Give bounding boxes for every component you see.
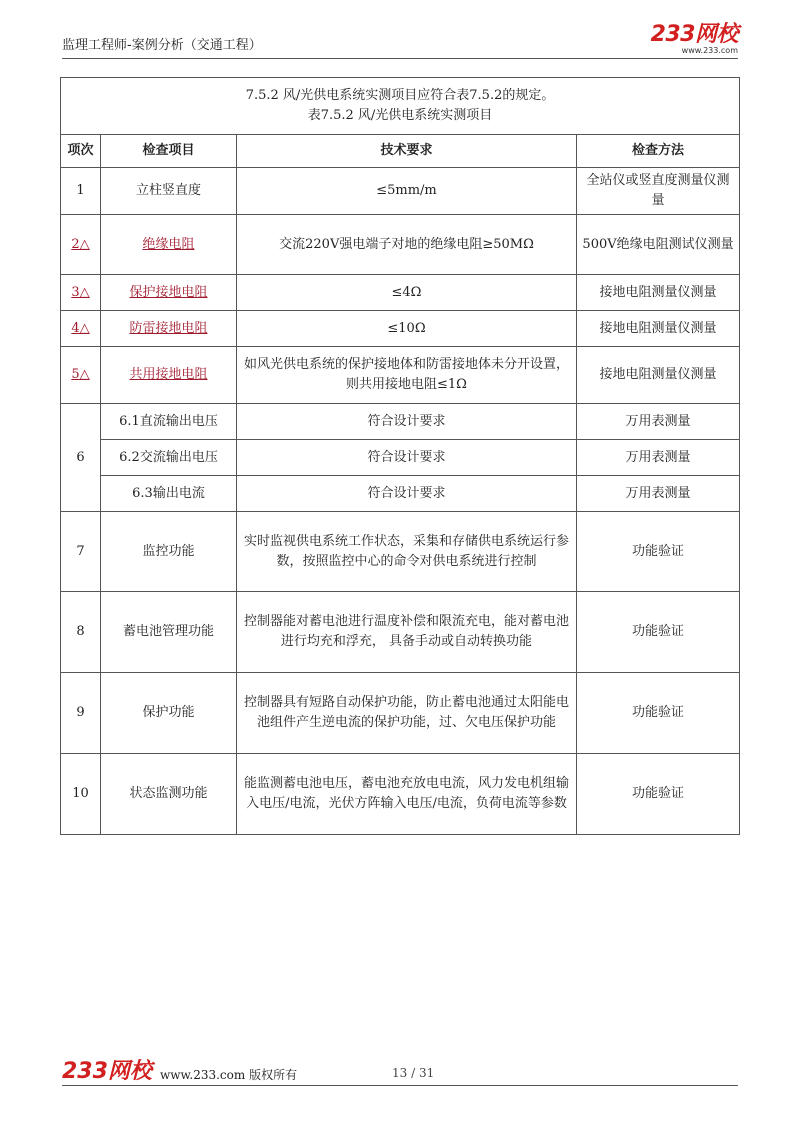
row-no-link[interactable] [61,311,101,347]
row-method: 500V绝缘电阻测试仪测量 [577,215,740,275]
row-item: 保护功能 [101,673,237,754]
footer-logo[interactable]: 233网校 [62,1059,152,1084]
caption-line-1: 7.5.2 风/光供电系统实测项目应符合表7.5.2的规定。 [245,88,555,103]
row-item-link[interactable] [101,311,237,347]
table-row [61,476,740,512]
row-requirement: 控制器具有短路自动保护功能，防止蓄电池通过太阳能电池组件产生逆电流的保护功能，过、欠电压保护功能 [237,673,577,754]
row-requirement: 实时监视供电系统工作状态，采集和存储供电系统运行参数，按照监控中心的命令对供电系统进行控制 [237,512,577,592]
table-row [61,404,740,440]
row-no-link-text[interactable]: 4△ [71,320,90,336]
row-item: 立柱竖直度 [101,168,237,215]
row-requirement: 符合设计要求 [237,404,577,440]
table-row [61,440,740,476]
page-header [62,24,738,58]
row-method: 功能验证 [577,592,740,673]
table-row [61,754,740,835]
table-caption [61,78,740,135]
row-item-link[interactable] [101,215,237,275]
row-requirement: ≤4Ω [237,275,577,311]
row-item-link[interactable] [101,275,237,311]
row-item-link[interactable] [101,347,237,404]
header-item: 检查项目 [101,135,237,168]
header-no: 项次 [61,135,101,168]
footer-copyright: www.233.com 版权所有 [160,1068,298,1082]
row-item: 蓄电池管理功能 [101,592,237,673]
row-requirement: 能监测蓄电池电压，蓄电池充放电电流，风力发电机组输入电压/电流，光伏方阵输入电压/电流，负荷电流等参数 [237,754,577,835]
header-divider [62,58,738,59]
row-no: 1 [61,168,101,215]
row-method: 功能验证 [577,754,740,835]
row-method: 功能验证 [577,512,740,592]
row-item: 6.1直流输出电压 [101,404,237,440]
table-row [61,512,740,592]
row-method: 接地电阻测量仪测量 [577,311,740,347]
row-no-link[interactable] [61,347,101,404]
row-no-link[interactable] [61,215,101,275]
row-item: 监控功能 [101,512,237,592]
row-item-link-text[interactable]: 防雷接地电阻 [129,320,208,336]
row-requirement: 符合设计要求 [237,476,577,512]
row-requirement: ≤5mm/m [237,168,577,215]
row-item: 状态监测功能 [101,754,237,835]
header-method: 检查方法 [577,135,740,168]
caption-line-2: 表7.5.2 风/光供电系统实测项目 [307,108,493,123]
table-header-row [61,135,740,168]
table-row [61,347,740,404]
row-no: 8 [61,592,101,673]
row-no: 7 [61,512,101,592]
table-row [61,275,740,311]
row-no: 6 [61,404,101,512]
header-requirement: 技术要求 [237,135,577,168]
table-row [61,673,740,754]
logo-text: 233网校 [650,22,738,47]
row-no-link[interactable] [61,275,101,311]
row-method: 功能验证 [577,673,740,754]
row-item: 6.3输出电流 [101,476,237,512]
page-number: 13 / 31 [392,1066,435,1080]
logo-url: www.233.com [681,46,738,55]
row-requirement: 交流220V强电端子对地的绝缘电阻≥50MΩ [237,215,577,275]
inspection-table [60,77,740,835]
row-method: 万用表测量 [577,476,740,512]
row-requirement: ≤10Ω [237,311,577,347]
row-method: 接地电阻测量仪测量 [577,347,740,404]
row-item: 6.2交流输出电压 [101,440,237,476]
row-requirement: 符合设计要求 [237,440,577,476]
row-method: 万用表测量 [577,440,740,476]
row-method: 万用表测量 [577,404,740,440]
header-title: 监理工程师-案例分析（交通工程） [62,38,262,53]
brand-logo[interactable] [651,24,738,55]
row-requirement: 控制器能对蓄电池进行温度补偿和限流充电，能对蓄电池进行均充和浮充， 具备手动或自动转换功能 [237,592,577,673]
row-method: 全站仪或竖直度测量仪测量 [577,168,740,215]
table-row [61,311,740,347]
row-no-link-text[interactable]: 2△ [71,236,90,252]
row-no-link-text[interactable]: 3△ [71,284,90,300]
row-requirement: 如风光供电系统的保护接地体和防雷接地体未分开设置，则共用接地电阻≤1Ω [237,347,577,404]
row-no: 10 [61,754,101,835]
table-row [61,168,740,215]
row-item-link-text[interactable]: 共用接地电阻 [129,367,208,382]
row-item-link-text[interactable]: 保护接地电阻 [129,284,208,300]
row-no: 9 [61,673,101,754]
footer-divider [62,1085,738,1086]
table-row [61,592,740,673]
table-row [61,215,740,275]
page-footer [62,1060,738,1084]
row-item-link-text[interactable]: 绝缘电阻 [142,236,195,252]
row-method: 接地电阻测量仪测量 [577,275,740,311]
row-no-link-text[interactable]: 5△ [71,367,90,382]
